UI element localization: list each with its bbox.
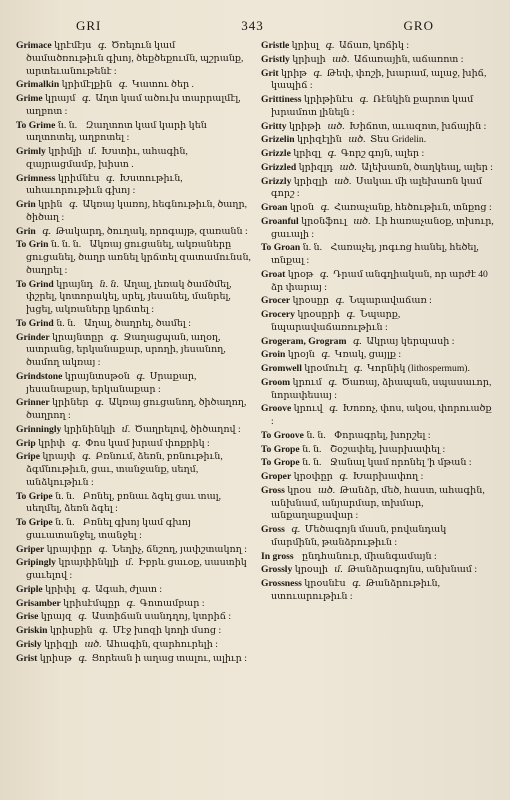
dictionary-entry xyxy=(261,363,496,376)
entry-pronunciation: կրիզլդ xyxy=(298,161,334,173)
entry-headword: To Grime xyxy=(16,119,56,131)
entry-headword: Groin xyxy=(261,349,286,361)
entry-definition: Զաղտոտ կամ կարի կեն աղտոտել, աղբոտել : xyxy=(26,119,207,144)
dictionary-entry xyxy=(16,598,251,611)
entry-headword: Grimness xyxy=(16,172,56,184)
entry-headword: Grimalkin xyxy=(16,79,60,91)
entry-definition: Նեղիչ, ճնշող, յափշտակող : xyxy=(112,543,247,555)
entry-part-of-speech: գ. xyxy=(81,583,91,595)
dictionary-entry xyxy=(16,279,251,317)
dictionary-entry xyxy=(16,653,251,666)
entry-definition: Մեծագոյն մասն, բովանդակ մարմինն, թանձրութիւն : xyxy=(271,524,447,548)
dictionary-entry xyxy=(261,430,496,443)
dictionary-entry xyxy=(261,40,496,53)
dictionary-entry xyxy=(16,557,251,583)
entry-definition: Աղալ, ծաղրել, ծամել : xyxy=(84,317,191,329)
entry-part-of-speech: գ. xyxy=(126,597,136,609)
entry-pronunciation: կրիթի xyxy=(288,120,321,132)
entry-part-of-speech: մ. xyxy=(125,557,134,569)
entry-pronunciation: կրիփլ xyxy=(45,583,76,595)
dictionary-entry xyxy=(261,269,496,295)
entry-headword: To Gripe xyxy=(16,490,53,502)
entry-headword: Griple xyxy=(16,583,43,595)
entry-part-of-speech: գ. xyxy=(97,40,107,51)
entry-part-of-speech: գ. xyxy=(313,67,323,79)
entry-headword: Grindstone xyxy=(16,370,63,382)
entry-pronunciation: կրայնդ xyxy=(56,278,94,290)
entry-definition: Ցորեան ի աղաց տալու, ալիւր : xyxy=(91,652,247,664)
entry-definition: Ակռայ ցուցանող, ծիծաղող, ծաղրող : xyxy=(26,397,247,421)
right-column xyxy=(261,40,496,666)
entry-headword: Groat xyxy=(261,268,286,280)
entry-headword: Grizelin xyxy=(261,134,295,146)
entry-pronunciation: կրիփ xyxy=(38,437,66,449)
entry-definition: Թանձր, մեծ, հաստ, ահագին, անխնամ, անյարմար, տխմար, անքաղաքավար : xyxy=(271,484,485,522)
dictionary-entry xyxy=(16,451,251,489)
entry-part-of-speech: գ. xyxy=(99,625,109,636)
entry-headword: Gross xyxy=(261,484,285,496)
entry-definition: Կռակ, ցայլք : xyxy=(334,349,402,361)
entry-pronunciation: կրիսքին xyxy=(49,625,93,636)
dictionary-entry xyxy=(261,202,496,215)
entry-definition: Ծռելուն կամ ծամածռութիւն գխոյ, ծեքծեքումն, պշրանք, արտեւանութենէ : xyxy=(26,40,244,77)
entry-headword: Groanful xyxy=(261,215,299,227)
entry-definition: Փորագրել, խորշել : xyxy=(334,429,431,441)
dictionary-entry xyxy=(261,564,496,577)
dictionary-entry xyxy=(261,216,496,242)
entry-part-of-speech: գ. xyxy=(109,331,120,343)
entry-headword: To Grin xyxy=(16,239,49,251)
dictionary-entry xyxy=(16,239,251,277)
dictionary-entry xyxy=(261,68,496,94)
entry-headword: Grogeram, Grogram xyxy=(261,335,347,347)
entry-part-of-speech: ած. xyxy=(327,120,345,132)
entry-definition: Խստութիւն, ահաւորութիւն գխոյ : xyxy=(26,172,183,197)
entry-pronunciation: կրիթինէս xyxy=(303,94,354,105)
entry-headword: Gripingly xyxy=(16,557,56,569)
dictionary-entry xyxy=(261,403,496,429)
entry-definition: Սրաքար, յեսանաքար, երկանաքար : xyxy=(26,370,197,395)
dictionary-entry xyxy=(16,544,251,557)
entry-pronunciation: կրիմնէս xyxy=(57,172,100,184)
dictionary-entry xyxy=(261,349,496,362)
entry-pronunciation: կրօնֆուլ xyxy=(301,215,347,227)
entry-part-of-speech: գ. xyxy=(328,376,338,388)
entry-pronunciation: կրայփինկլի xyxy=(58,557,119,569)
entry-part-of-speech: գ. xyxy=(98,543,108,555)
entry-definition: Գորշ գոյն, ալեր : xyxy=(340,148,425,159)
entry-pronunciation: ն. ն. xyxy=(302,443,322,455)
dictionary-entry xyxy=(261,336,496,349)
entry-headword: Grossness xyxy=(261,578,302,589)
entry-headword: Grimace xyxy=(16,40,52,51)
entry-pronunciation: ն. ն. xyxy=(306,429,326,441)
entry-definition: Աստիճան սանդղոյ, կտրիճ : xyxy=(91,611,232,623)
dictionary-entry xyxy=(261,551,496,564)
entry-definition: Աղալ, լեռակ ծամծմել, փշրել, կոտորակել, սրել, յեսանել, մանրել, խցել, ակռաները կրճտել : xyxy=(26,278,232,315)
entry-definition: Ռէնկին քարոտ կամ խրամոտ լինելն : xyxy=(271,94,474,118)
dictionary-entry xyxy=(261,295,496,308)
right-guide-word: GRO xyxy=(403,18,434,33)
entry-pronunciation: ն. ն. xyxy=(55,517,75,528)
entry-part-of-speech: ն. ն. xyxy=(99,278,120,290)
entry-headword: Griskin xyxy=(16,625,48,636)
entry-part-of-speech: գ. xyxy=(335,295,345,307)
entry-definition: Ջանալ կամ որոնել 'ի մթան : xyxy=(329,457,472,469)
entry-pronunciation: ն. ն. ն. xyxy=(50,239,82,251)
entry-part-of-speech: գ. xyxy=(321,349,331,361)
entry-pronunciation: ն. ն. xyxy=(302,242,323,254)
dictionary-entry xyxy=(261,309,496,335)
entry-pronunciation: կրօսըր xyxy=(292,295,330,307)
entry-headword: Groom xyxy=(261,376,291,388)
dictionary-entry xyxy=(16,584,251,597)
entry-definition: Ալեխառն, ծաղկեալ, ալեր : xyxy=(361,161,493,173)
entry-definition: Իբրև ցաւօք, սաստիկ ցաւելով : xyxy=(26,557,247,581)
entry-part-of-speech: ած. xyxy=(353,215,371,227)
entry-part-of-speech: գ. xyxy=(291,524,301,535)
entry-pronunciation: կրօսլի xyxy=(294,564,328,576)
entry-pronunciation: կրիզէլին xyxy=(296,134,342,146)
dictionary-entry xyxy=(16,517,251,543)
dictionary-entry xyxy=(16,397,251,423)
entry-definition: Խոռոչ, փոս, ակօս, փորուածք : xyxy=(271,403,492,427)
entry-pronunciation: կրօփըր xyxy=(293,471,333,482)
entry-headword: Groove xyxy=(261,403,292,415)
entry-headword: Gripe xyxy=(16,451,40,463)
entry-definition: Բռնել գխոյ կամ գխոյ ցաւատանջել, տանջել : xyxy=(26,517,191,541)
left-column xyxy=(16,40,251,666)
columns xyxy=(16,40,496,666)
entry-headword: Grizzle xyxy=(261,148,291,159)
entry-part-of-speech: ած. xyxy=(317,484,336,496)
dictionary-entry xyxy=(16,318,251,331)
entry-definition: Բռնում, ձեռն, բռնութիւն, ձգմնութիւն, ցաւ, տանջանք, սեղմ, անձկութիւն : xyxy=(26,451,223,488)
entry-pronunciation: ն. ն. xyxy=(57,119,78,131)
entry-definition: Ակռայ ցուցանել, ակռաները ցուցանել, ծաղր առնել կրճտել զատամունսն, ծաղրել : xyxy=(26,239,251,276)
dictionary-entry xyxy=(261,485,496,523)
entry-pronunciation: կրիմէլքին xyxy=(61,79,113,91)
entry-pronunciation: կրօսըրի xyxy=(297,309,340,320)
entry-part-of-speech: ած. xyxy=(334,175,352,187)
dictionary-entry xyxy=(16,173,251,199)
entry-part-of-speech: գ. xyxy=(327,148,337,159)
entry-headword: To Gripe xyxy=(16,517,53,528)
entry-headword: In gross xyxy=(261,550,294,562)
entry-part-of-speech: ած. xyxy=(339,161,357,173)
entry-part-of-speech: ած. xyxy=(332,53,350,65)
entry-definition: Նպարավաճառ : xyxy=(348,295,432,307)
entry-headword: To Grind xyxy=(16,278,54,290)
entry-headword: Grossly xyxy=(261,564,293,576)
entry-headword: Gromwell xyxy=(261,363,302,374)
entry-pronunciation: կրիսլ xyxy=(291,40,320,51)
entry-definition: Փոս կամ խրամ փոքրիկ : xyxy=(85,437,210,449)
entry-pronunciation: կրայզ xyxy=(40,611,72,623)
dictionary-entry xyxy=(16,371,251,397)
entry-definition: Ակրայ կերպասի : xyxy=(366,335,455,347)
dictionary-entry xyxy=(261,242,496,268)
entry-headword: Gritty xyxy=(261,120,287,132)
entry-headword: To Groove xyxy=(261,429,304,441)
entry-part-of-speech: մ. xyxy=(88,146,97,157)
entry-headword: Gross xyxy=(261,524,285,535)
entry-definition: Նպարք, նպարավաճառութիւն : xyxy=(271,309,401,333)
entry-part-of-speech: գ. xyxy=(42,225,52,237)
entry-definition: Տես Gridelin. xyxy=(370,134,427,146)
entry-pronunciation: կրինինկլի xyxy=(63,423,116,435)
entry-definition: Թեփ, փոշի, խարամ, ալաջ, խիճ, կապիճ : xyxy=(271,67,487,92)
dictionary-entry xyxy=(16,93,251,119)
entry-pronunciation: կրում xyxy=(292,376,322,388)
entry-pronunciation: կրիսէմպըր xyxy=(63,597,121,609)
entry-definition: Աճառ, կռճիկ : xyxy=(338,40,409,51)
entry-headword: To Groan xyxy=(261,242,301,254)
entry-part-of-speech: գ. xyxy=(352,578,362,589)
entry-definition: Թանձրագոյնս, անխնամ : xyxy=(347,564,478,576)
entry-headword: Grisamber xyxy=(16,597,61,609)
entry-headword: Grit xyxy=(261,67,279,79)
entry-definition: Մէջ խոզի կողի մսոց : xyxy=(112,625,222,636)
entry-definition: Աճառային, աճառոտ : xyxy=(353,53,464,65)
entry-headword: Grizzly xyxy=(261,175,292,187)
entry-part-of-speech: գ. xyxy=(78,652,88,664)
entry-part-of-speech: ած. xyxy=(348,134,366,146)
entry-headword: Grinningly xyxy=(16,423,62,435)
entry-part-of-speech: գ. xyxy=(346,309,356,320)
entry-definition: Լի հառաչանօք, տխուր, ցաւալի : xyxy=(271,215,494,240)
entry-definition: Ջաղացպան, աղօղ, ատրանց, երկանաքար, սրողի, յեսանող, ծամող ակռայ : xyxy=(26,331,226,368)
entry-headword: Grittiness xyxy=(261,94,302,105)
entry-definition: Գոտամբար : xyxy=(139,597,205,609)
entry-pronunciation: ն. ն. xyxy=(302,457,322,469)
entry-part-of-speech: գ. xyxy=(71,437,81,449)
dictionary-entry xyxy=(16,438,251,451)
entry-pronunciation: կրօմուէլ xyxy=(304,363,348,374)
entry-definition: Ծառայ, ձիապան, սպասաւոր, նորափեսայ : xyxy=(271,376,492,401)
entry-pronunciation: կրօս xyxy=(287,484,312,496)
entry-pronunciation: կրիսթ xyxy=(39,652,72,664)
entry-definition: Թանձրութիւն, ստուարութիւն : xyxy=(271,578,440,602)
entry-part-of-speech: գ. xyxy=(353,363,363,374)
entry-part-of-speech: գ. xyxy=(319,268,329,280)
entry-headword: Grin xyxy=(16,225,36,237)
dictionary-entry xyxy=(16,226,251,239)
entry-definition: Սակաւ մի ալեխառն կամ գորշ : xyxy=(271,175,483,200)
entry-part-of-speech: գ. xyxy=(320,202,330,213)
entry-pronunciation: ն. ն. xyxy=(55,490,75,502)
entry-pronunciation: կրօսնէս xyxy=(304,578,346,589)
dictionary-entry xyxy=(16,199,251,225)
entry-definition: Աղտ կամ ածուխ տարրալմէլ, աղբոտ : xyxy=(26,93,241,117)
dictionary-entry xyxy=(16,146,251,172)
entry-part-of-speech: գ. xyxy=(82,451,92,463)
dictionary-entry xyxy=(16,332,251,370)
entry-definition: Դրամ անգղիական, որ արժէ 40 ձր փարայ : xyxy=(271,268,488,293)
entry-pronunciation: կրայփ xyxy=(42,451,76,463)
entry-definition: Խիճոտ, աւազոտ, խճային : xyxy=(349,120,487,132)
entry-definition: Ագահ, ժլատ : xyxy=(95,583,162,595)
entry-definition: Թակարդ, ծուղակ, որոգայթ, զառանն : xyxy=(55,225,248,237)
entry-part-of-speech: գ. xyxy=(352,335,362,347)
entry-pronunciation: կրօն xyxy=(289,202,315,213)
dictionary-entry xyxy=(261,524,496,550)
entry-part-of-speech: մ. xyxy=(334,564,343,576)
entry-headword: Grise xyxy=(16,611,39,623)
entry-headword: Grime xyxy=(16,93,43,104)
entry-definition: Շօշափել, խարխափել : xyxy=(329,443,446,455)
entry-part-of-speech: գ. xyxy=(136,370,146,382)
entry-definition: Բռնել, բռնաւ ձգել ցաւ տալ, սեղմել, ձեռն ձգել : xyxy=(26,490,222,515)
dictionary-entry xyxy=(16,639,251,652)
entry-part-of-speech: գ. xyxy=(68,199,79,210)
entry-definition: Ահագին, զարհուրելի : xyxy=(106,638,218,650)
entry-pronunciation: կրիզլ xyxy=(293,148,322,159)
entry-part-of-speech: ած. xyxy=(84,638,102,650)
entry-definition: Խարխափող : xyxy=(352,471,424,482)
entry-headword: Grist xyxy=(16,652,38,664)
entry-pronunciation: կրիզլի xyxy=(293,175,328,187)
entry-pronunciation: կրիներ xyxy=(51,397,89,409)
entry-headword: To Grind xyxy=(16,317,54,329)
dictionary-entry xyxy=(16,424,251,437)
entry-part-of-speech: գ. xyxy=(105,172,115,184)
entry-definition: Կորնիկ (lithospermum). xyxy=(367,363,470,374)
page-header xyxy=(16,18,496,38)
dictionary-entry xyxy=(261,121,496,134)
dictionary-entry xyxy=(261,444,496,457)
entry-headword: Grocery xyxy=(261,309,295,320)
entry-pronunciation: կրայմ xyxy=(45,93,76,104)
entry-part-of-speech: գ. xyxy=(325,40,335,51)
entry-headword: Grisly xyxy=(16,638,42,650)
entry-definition: Կատու ծեր . xyxy=(132,79,194,91)
entry-pronunciation: կրին xyxy=(38,199,63,210)
dictionary-entry xyxy=(16,625,251,638)
dictionary-entry xyxy=(261,578,496,604)
dictionary-entry xyxy=(261,148,496,161)
entry-headword: Groan xyxy=(261,202,288,213)
entry-headword: Grinner xyxy=(16,397,50,409)
entry-headword: Grimly xyxy=(16,146,46,157)
left-guide-word: GRI xyxy=(76,18,102,33)
entry-headword: Grizzled xyxy=(261,161,297,173)
entry-pronunciation: կրօյն xyxy=(287,349,315,361)
dictionary-entry xyxy=(261,94,496,120)
entry-part-of-speech: գ. xyxy=(339,471,349,482)
entry-headword: Grinder xyxy=(16,331,50,343)
entry-definition: Հառաչանք, հեծութիւն, տնքոց : xyxy=(333,202,492,213)
entry-definition: Խստիւ, ահագին, զայրացմամբ, խիստ . xyxy=(26,146,188,170)
entry-pronunciation: կրօթ xyxy=(287,268,314,280)
dictionary-entry xyxy=(16,79,251,92)
entry-part-of-speech: գ. xyxy=(118,79,128,91)
entry-part-of-speech: գ. xyxy=(359,94,369,105)
page-number: 343 xyxy=(241,18,264,33)
entry-definition: Ակռայ կառոյ, հեգնութիւն, ծաղր, ծիծաղ : xyxy=(26,199,248,223)
entry-pronunciation: կրուվ xyxy=(293,403,323,415)
entry-part-of-speech: գ. xyxy=(78,611,88,623)
entry-headword: Grip xyxy=(16,437,36,449)
entry-part-of-speech: մ. xyxy=(121,423,131,435)
entry-pronunciation: ն. ն. xyxy=(56,317,76,329)
entry-pronunciation: կրիզլի xyxy=(44,638,78,650)
entry-headword: To Grope xyxy=(261,443,300,455)
dictionary-entry xyxy=(261,162,496,175)
dictionary-entry xyxy=(16,491,251,517)
entry-headword: Grocer xyxy=(261,295,291,307)
entry-definition: ընդհանուր, միանգամայն : xyxy=(302,550,437,562)
entry-pronunciation: կրիթ xyxy=(281,67,307,79)
entry-headword: To Grope xyxy=(261,457,300,469)
entry-definition: Հառաչել, յոգւոց հանել, հեծել, տնքալ : xyxy=(271,242,479,266)
entry-pronunciation: կրէմէյս xyxy=(54,40,92,51)
entry-headword: Gristle xyxy=(261,40,290,51)
entry-headword: Gristly xyxy=(261,53,290,65)
entry-headword: Groper xyxy=(261,471,292,482)
entry-pronunciation: կրիսլի xyxy=(292,53,326,65)
entry-pronunciation: կրայնտըր xyxy=(51,331,104,343)
dictionary-entry xyxy=(16,120,251,146)
dictionary-entry xyxy=(261,377,496,403)
dictionary-entry xyxy=(16,611,251,624)
dictionary-entry xyxy=(261,134,496,147)
entry-part-of-speech: գ. xyxy=(329,403,339,415)
entry-part-of-speech: գ. xyxy=(81,93,91,104)
entry-headword: Griper xyxy=(16,543,45,555)
dictionary-entry xyxy=(261,54,496,67)
dictionary-entry xyxy=(261,176,496,202)
dictionary-entry xyxy=(261,471,496,484)
entry-headword: Grin xyxy=(16,199,36,210)
entry-definition: Ծաղրելով, ծիծաղով : xyxy=(134,423,241,435)
entry-pronunciation: կրիմլի xyxy=(48,146,82,157)
dictionary-entry xyxy=(16,40,251,78)
entry-part-of-speech: գ. xyxy=(95,397,105,409)
entry-pronunciation: կրայփըր xyxy=(46,543,93,555)
dictionary-entry xyxy=(261,457,496,470)
entry-pronunciation: կրայնտսթօն xyxy=(64,370,130,382)
